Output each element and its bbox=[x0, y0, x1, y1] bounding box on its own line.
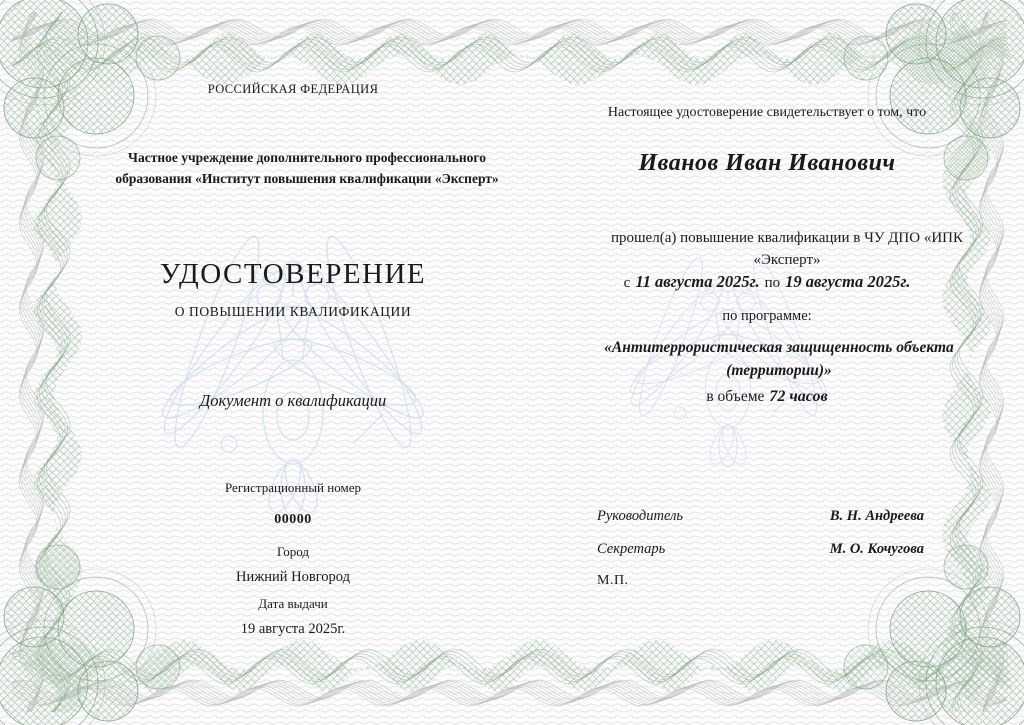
certificate-subtitle: О ПОВЫШЕНИИ КВАЛИФИКАЦИИ bbox=[174, 304, 412, 319]
program-name: «Антитеррористическая защищенность объекта (территории)» bbox=[604, 339, 954, 380]
volume-label: в объеме bbox=[706, 388, 765, 405]
signature-role: Руководитель bbox=[597, 508, 683, 524]
holder-name: Иванов Иван Иванович bbox=[638, 150, 896, 176]
certificate-title: УДОСТОВЕРЕНИЕ bbox=[159, 258, 427, 290]
volume-line bbox=[567, 387, 967, 407]
registration-number-label: Регистрационный номер bbox=[225, 480, 361, 495]
city-value: Нижний Новгород bbox=[235, 569, 351, 585]
document-kind-label: Документ о квалификации bbox=[199, 391, 387, 410]
statement-text: Настоящее удостоверение свидетельствует о том, что bbox=[607, 105, 927, 120]
country-label: РОССИЙСКАЯ ФЕДЕРАЦИЯ bbox=[207, 82, 379, 96]
issue-date-label: Дата выдачи bbox=[258, 596, 328, 611]
period-from-label: с bbox=[623, 275, 631, 291]
period-start-date: 11 августа 2025г. bbox=[635, 272, 760, 291]
completion-text: прошел(а) повышение квалификации в ЧУ ДПО «ИПК «Эксперт» bbox=[610, 230, 964, 268]
program-label: по программе: bbox=[722, 308, 812, 324]
volume-value: 72 часов bbox=[769, 388, 828, 405]
stamp-place-label: М.П. bbox=[597, 573, 629, 588]
institution-name: Частное учреждение дополнительного профессионального образования «Институт повышения квалификации «Эксперт» bbox=[115, 150, 499, 186]
signature-role: Секретарь bbox=[597, 541, 666, 557]
signature-row-director bbox=[597, 507, 924, 525]
period-to-label: по bbox=[764, 275, 781, 291]
signature-name: В. Н. Андреева bbox=[829, 508, 924, 524]
period-end-date: 19 августа 2025г. bbox=[785, 272, 911, 291]
issue-date-value: 19 августа 2025г. bbox=[240, 621, 346, 637]
signature-name: М. О. Кочугова bbox=[829, 541, 924, 557]
signature-row-secretary bbox=[597, 540, 924, 558]
training-period-line bbox=[567, 272, 967, 293]
city-label: Город bbox=[276, 544, 310, 559]
registration-number-value: 00000 bbox=[274, 512, 312, 527]
